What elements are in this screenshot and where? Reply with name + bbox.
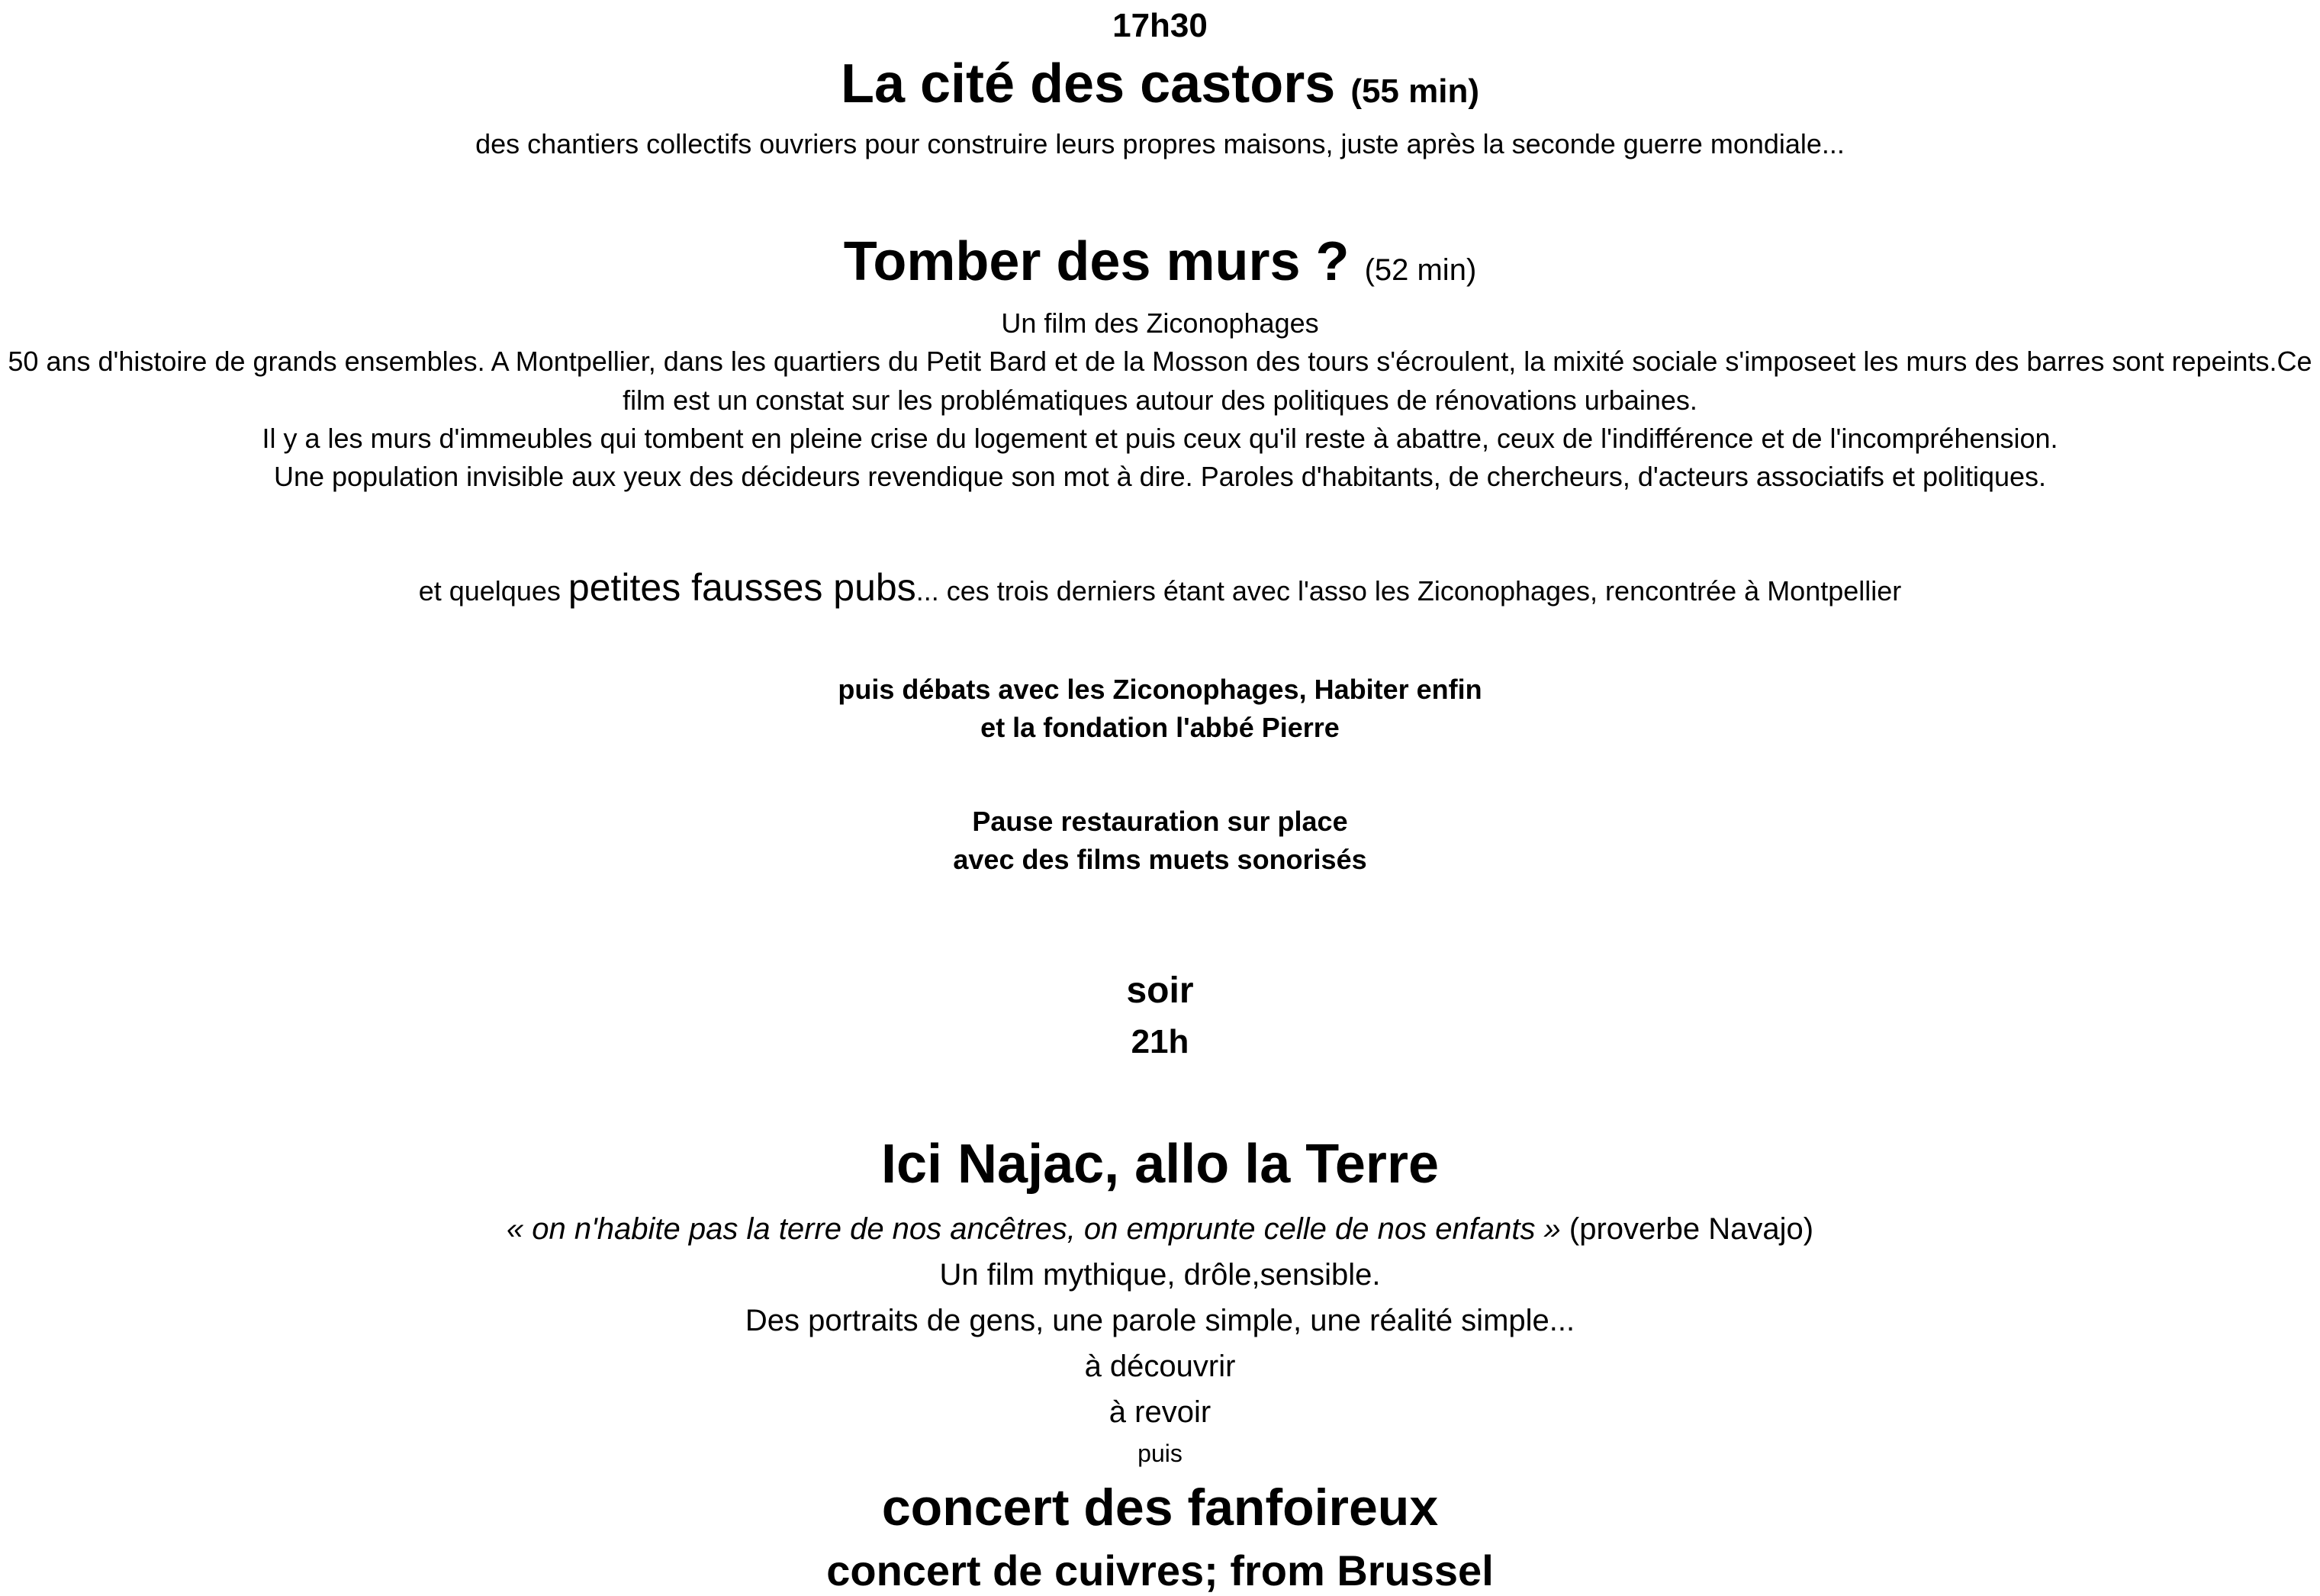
film2-description-p1: 50 ans d'histoire de grands ensembles. A Montpellier, dans les quartiers du Petit Bard et de la Mosson des tours s'écroulent, la mixité sociale s'imposeet les murs des barres sont repeints.Ce film est un constat sur les problématiques autour des politiques de rénovations urbaines. [8,346,2312,416]
pubs-prefix: et quelques [418,574,561,607]
concert-title: concert des fanfoireux [881,1479,1439,1537]
puis-connector: puis [1137,1440,1183,1468]
film1-title-line [0,53,2320,116]
film1-duration: (55 min) [1350,72,1480,110]
film3-description [0,1206,2320,1435]
film2-description-p3: Une population invisible aux yeux des décideurs revendique son mot à dire. Paroles d'habitants, de chercheurs, d'acteurs associatifs et politiques. [273,461,2047,493]
film2-credit: Un film des Ziconophages [1001,307,1319,339]
afternoon-session-time: 17h30 [1112,7,1208,44]
film1-title: La cité des castors [840,53,1336,114]
pause-block [0,803,2320,880]
film2-duration: (52 min) [1364,253,1477,287]
film3-quote: « on n'habite pas la terre de nos ancêtres, on emprunte celle de nos enfants » [506,1212,1561,1247]
debates-line1: puis débats avec les Ziconophages, Habiter enfin [838,673,1482,705]
film3-quote-line [0,1206,2320,1252]
film3-line1: Un film mythique, drôle,sensible. [939,1258,1381,1292]
film3-quote-attribution: (proverbe Navajo) [1569,1212,1814,1247]
film2-title-line [0,230,2320,294]
debates-line2: et la fondation l'abbé Pierre [980,712,1340,744]
film3-line2: Des portraits de gens, une parole simple, une réalité simple... [745,1304,1575,1338]
debates-block [0,671,2320,748]
concert-subtitle: concert de cuivres; from Brussel [826,1546,1494,1595]
pubs-highlight: petites fausses pubs [568,565,916,609]
film3-line4: à revoir [1109,1395,1211,1430]
pubs-suffix: ... ces trois derniers étant avec l'asso les Ziconophages, rencontrée à Montpellier [915,574,1902,607]
film2-description-p2: Il y a les murs d'immeubles qui tombent en pleine crise du logement et puis ceux qu'il reste à abattre, ceux de l'indifférence et de l'incompréhension. [262,422,2058,454]
pubs-line [0,565,2320,610]
film1-description: des chantiers collectifs ouvriers pour construire leurs propres maisons, juste après la seconde guerre mondiale... [475,127,1845,159]
film2-title: Tomber des murs ? [843,230,1350,292]
evening-session-time: 21h [1131,1022,1189,1060]
film3-line3: à découvrir [1084,1350,1236,1384]
film2-description [0,343,2320,497]
film3-title: Ici Najac, allo la Terre [880,1133,1440,1195]
pause-line2: avec des films muets sonorisés [953,843,1367,875]
pause-line1: Pause restauration sur place [972,805,1348,837]
evening-label: soir [1126,970,1194,1012]
